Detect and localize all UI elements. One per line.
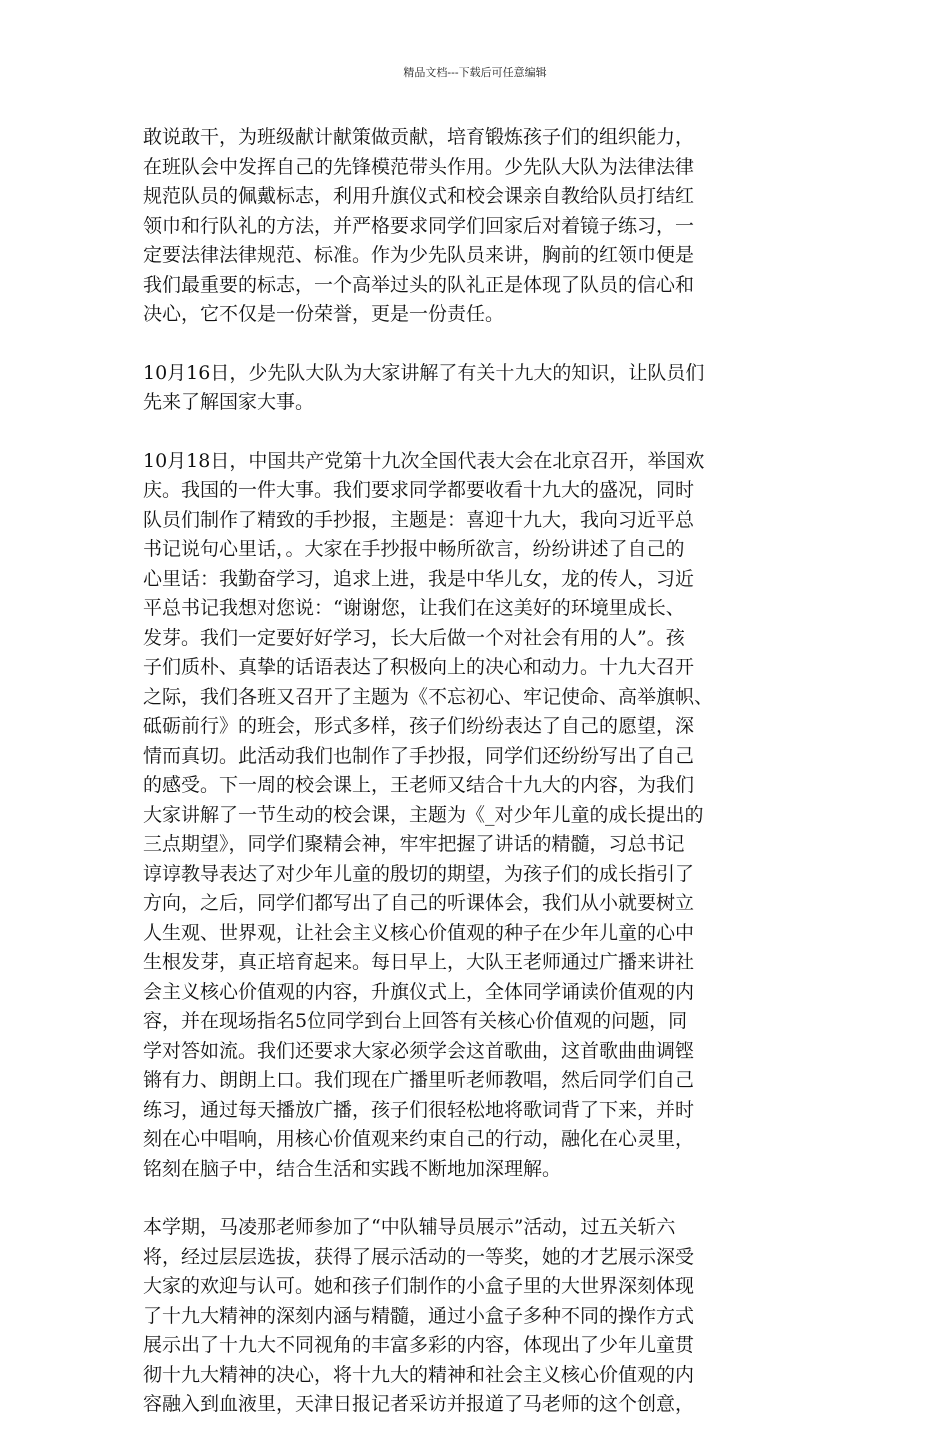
- paragraph-2: 10月16日，少先队大队为大家讲解了有关十九大的知识，让队员们 先来了解国家大事。: [143, 361, 705, 413]
- document-body: [143, 123, 823, 1449]
- paragraph-3: 10月18日，中国共产党第十九次全国代表大会在北京召开，举国欢 庆。我国的一件大事。我们要求同学都要收看十九大的盛况，同时 队员们制作了精致的手抄报，主题是：喜迎十九大，我向习近平总 书记说句心里话，。大家在手抄报中畅所欲言，纷纷讲述了自己的 心里话：我勤奋学习，追求上进，我是中华儿女，龙的传人，习近 平总书记我想对您说：“谢谢您，让我们在这美好的环境里成长、 发芽。我们一定要好好学习，长大后做一个对社会有用的人”。孩 子们质朴、真挚的话语表达了积极向上的决心和动力。十九大召开 之际，我们各班又召开了主题为《不忘初心、牢记使命、高举旗帜、 砥砺前行》的班会，形式多样，孩子们纷纷表达了自己的愿望，深 情而真切。此活动我们也制作了手抄报，同学们还纷纷写出了自己 的感受。下一周的校会课上，王老师又结合十九大的内容，为我们 大家讲解了一节生动的校会课，主题为《_对少年儿童的成长提出的 三点期望》，同学们聚精会神，牢牢把握了讲话的精髓，习总书记 谆谆教导表达了对少年儿童的殷切的期望，为孩子们的成长指引了 方向，之后，同学们都写出了自己的听课体会，我们从小就要树立 人生观、世界观，让社会主义核心价值观的种子在少年儿童的心中 生根发芽，真正培育起来。每日早上，大队王老师通过广播来讲社 会主义核心价值观的内容，升旗仪式上，全体同学诵读价值观的内 容，并在现场指名5位同学到台上回答有关核心价值观的问题，同 学对答如流。我们还要求大家必须学会这首歌曲，这首歌曲曲调铿 锵有力、朗朗上口。我们现在广播里听老师教唱，然后同学们自己 练习，通过每天播放广播，孩子们很轻松地将歌词背了下来，并时 刻在心中唱响，用核心价值观来约束自己的行动，融化在心灵里， 铭刻在脑子中，结合生活和实践不断地加深理解。: [143, 449, 714, 1180]
- paragraph-1: 敢说敢干，为班级献计献策做贡献，培育锻炼孩子们的组织能力， 在班队会中发挥自己的先锋模范带头作用。少先队大队为法律法律 规范队员的佩戴标志，利用升旗仪式和校会课亲自教给队员打结红 领巾和行队礼的方法，并严格要求同学们回家后对着镜子练习，一 定要法律法律规范、标准。作为少先队员来讲，胸前的红领巾便是 我们最重要的标志，一个高举过头的队礼正是体现了队员的信心和 决心，它不仅是一份荣誉，更是一份责任。: [143, 126, 695, 325]
- page-header: 精品文档---下载后可任意编辑: [403, 66, 547, 79]
- paragraph-4: 本学期，马凌那老师参加了“中队辅导员展示”活动，过五关斩六 将，经过层层选拔，获得了展示活动的一等奖，她的才艺展示深受 大家的欢迎与认可。她和孩子们制作的小盒子里的大世界深刻体现 了十九大精神的深刻内涵与精髓，通过小盒子多种不同的操作方式 展示出了十九大不同视角的丰富多彩的内容，体现出了少年儿童贯 彻十九大精神的决心，将十九大的精神和社会主义核心价值观的内 容融入到血液里，天津日报记者采访并报道了马老师的这个创意，: [143, 1216, 695, 1415]
